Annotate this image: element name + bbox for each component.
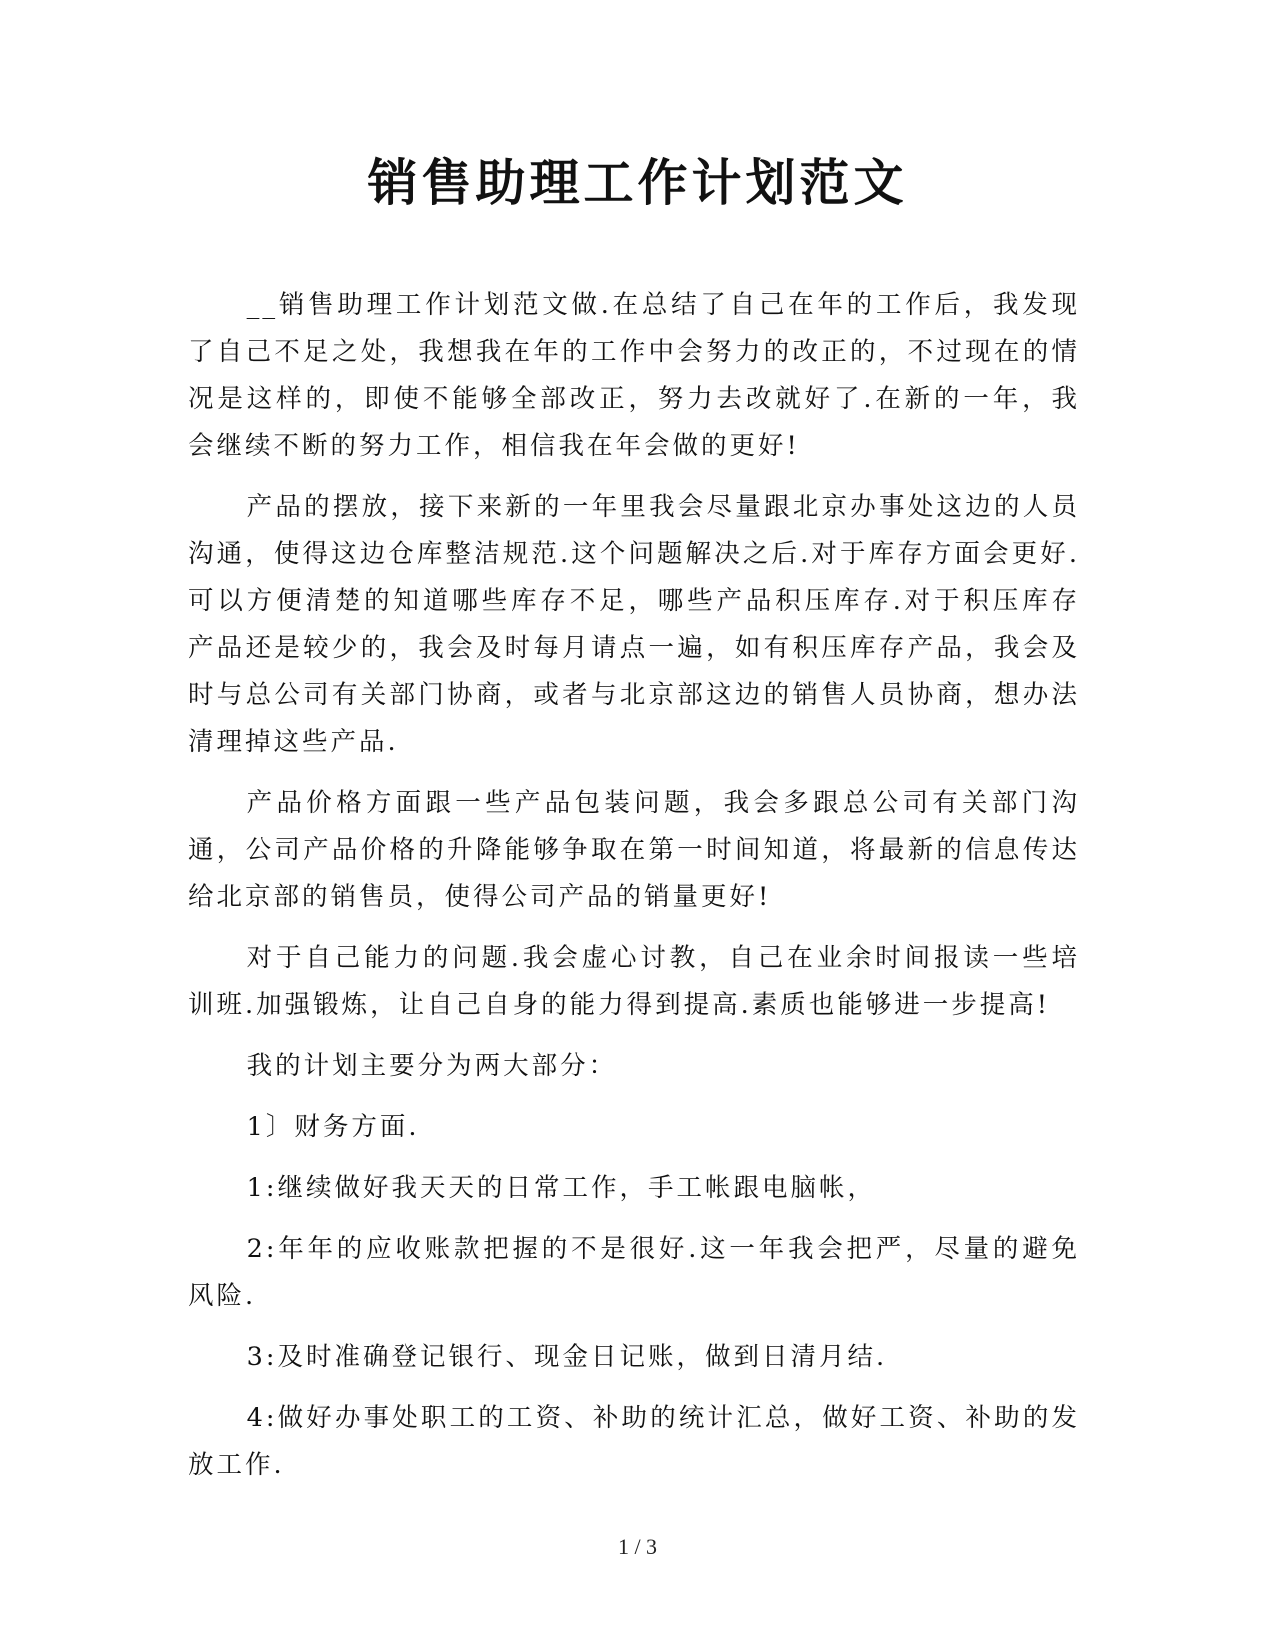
paragraph-item-4: 4:做好办事处职工的工资、补助的统计汇总，做好工资、补助的发放工作.: [188, 1403, 1080, 1480]
paragraph-intro: __销售助理工作计划范文做.在总结了自己在年的工作后，我发现了自己不足之处，我想我在年的工作中会努力的改正的，不过现在的情况是这样的，即使不能够全部改正，努力去改就好了.在新的一年，我会继续不断的努力工作，相信我在年会做的更好!: [188, 290, 1080, 461]
page-number: 1 / 3: [617, 1534, 658, 1559]
paragraph-product-pricing: 产品价格方面跟一些产品包装问题，我会多跟总公司有关部门沟通，公司产品价格的升降能够争取在第一时间知道，将最新的信息传达给北京部的销售员，使得公司产品的销量更好!: [188, 788, 1080, 912]
paragraph-item-3: 3:及时准确登记银行、现金日记账，做到日清月结.: [246, 1342, 888, 1372]
document-body: [188, 282, 1080, 1503]
document-title: 销售助理工作计划范文: [367, 153, 908, 212]
paragraph-item-2: 2:年年的应收账款把握的不是很好.这一年我会把严，尽量的避免风险.: [188, 1234, 1080, 1311]
paragraph-plan-overview: 我的计划主要分为两大部分：: [246, 1051, 618, 1081]
paragraph-product-placement: 产品的摆放，接下来新的一年里我会尽量跟北京办事处这边的人员沟通，使得这边仓库整洁规范.这个问题解决之后.对于库存方面会更好.可以方便清楚的知道哪些库存不足，哪些产品积压库存.对于积压库存产品还是较少的，我会及时每月请点一遍，如有积压库存产品，我会及时与总公司有关部门协商，或者与北京部这边的销售人员协商，想办法清理掉这些产品.: [188, 492, 1080, 757]
paragraph-finance-heading: 1〕财务方面.: [246, 1112, 420, 1142]
paragraph-self-improvement: 对于自己能力的问题.我会虚心讨教，自己在业余时间报读一些培训班.加强锻炼，让自己自身的能力得到提高.素质也能够进一步提高!: [188, 943, 1080, 1020]
paragraph-item-1: 1:继续做好我天天的日常工作，手工帐跟电脑帐，: [246, 1173, 876, 1203]
